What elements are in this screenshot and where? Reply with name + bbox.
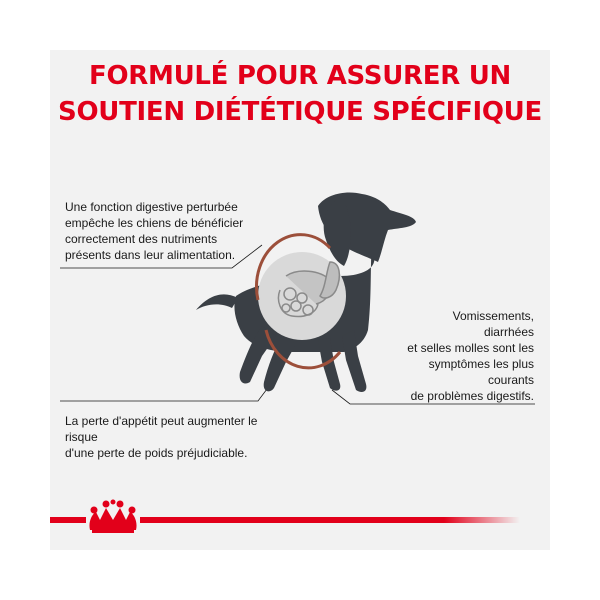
- crown-logo-icon: [89, 500, 136, 534]
- callout-line: symptômes les plus: [428, 357, 534, 371]
- callout-line: correctement des nutriments: [65, 232, 218, 246]
- callout-line: d'une perte de poids préjudiciable.: [65, 446, 248, 460]
- brand-line-right: [140, 517, 520, 523]
- callout-line: courants: [487, 373, 534, 387]
- title-line-2: SOUTIEN DIÉTÉTIQUE SPÉCIFIQUE: [58, 97, 542, 127]
- callout-line: La perte d'appétit peut augmenter le risque: [65, 414, 258, 444]
- callout-line: présents dans leur alimentation.: [65, 248, 236, 262]
- callout-line: Vomissements,: [452, 309, 534, 323]
- brand-line-left: [50, 517, 86, 523]
- callout-appetite-loss: [65, 413, 285, 461]
- callout-digestive-function: [65, 199, 265, 263]
- callout-line: de problèmes digestifs.: [410, 389, 534, 403]
- callout-line: empêche les chiens de bénéficier: [65, 216, 244, 230]
- callout-line: Une fonction digestive perturbée: [65, 200, 238, 214]
- callout-line: et selles molles sont les: [407, 341, 534, 355]
- callout-line: diarrhées: [483, 325, 534, 339]
- callout-symptoms: [400, 308, 534, 404]
- title-line-1: FORMULÉ POUR ASSURER UN: [89, 61, 511, 91]
- leader-line-appetite: [60, 385, 270, 401]
- brand-bar: [50, 500, 520, 534]
